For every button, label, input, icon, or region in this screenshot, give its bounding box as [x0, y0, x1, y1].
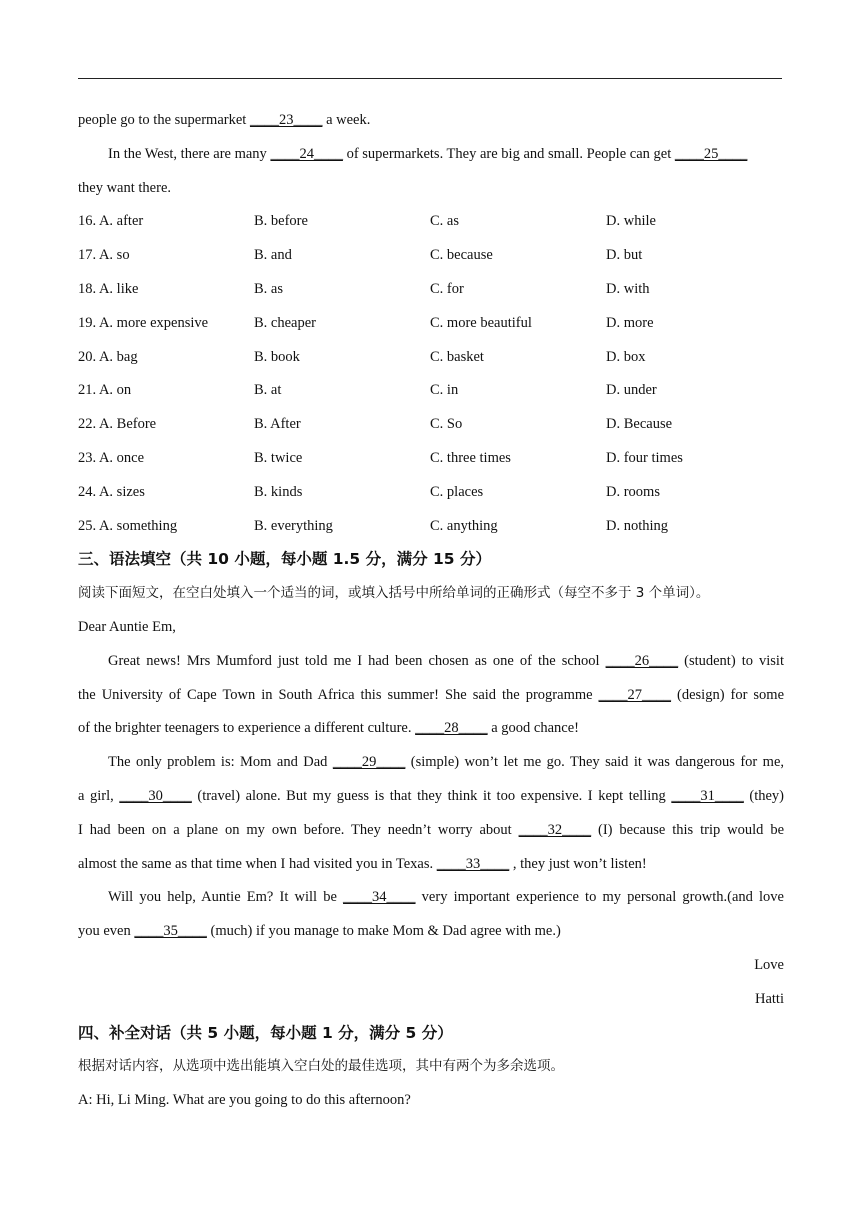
section-3-heading: 三、语法填空（共 10 小题，每小题 1.5 分，满分 15 分）: [78, 550, 491, 569]
option-a: 20. A. bag: [78, 348, 138, 365]
letter-line: [78, 645, 784, 679]
choice-row: [78, 510, 784, 544]
option-d: D. nothing: [606, 517, 669, 534]
choice-row: [78, 273, 784, 307]
section-4-heading: 四、补全对话（共 5 小题，每小题 1 分，满分 5 分）: [78, 1023, 453, 1042]
text: (much) if you manage to make Mom & Dad agree with me.): [206, 923, 561, 940]
option-b: B. twice: [254, 449, 303, 466]
cloze-line-1: [78, 104, 784, 138]
cloze-line-3: they want there.: [78, 179, 172, 196]
text: a girl,: [78, 787, 120, 804]
option-d: D. four times: [606, 449, 683, 466]
text: I had been on a plane on my own before. They needn’t worry about: [78, 821, 519, 838]
text: you even: [78, 923, 135, 940]
letter-salutation: Dear Auntie Em,: [78, 618, 176, 635]
letter-line: [78, 814, 784, 848]
option-c: C. basket: [430, 348, 484, 365]
blank-34: ____34____: [343, 889, 416, 906]
option-d: D. rooms: [606, 483, 660, 500]
option-b: B. kinds: [254, 483, 303, 500]
letter-line: [78, 679, 784, 713]
text: very important experience to my personal growth.(and love: [415, 889, 784, 906]
option-d: D. more: [606, 314, 654, 331]
option-a: 24. A. sizes: [78, 483, 145, 500]
option-c: C. three times: [430, 449, 511, 466]
option-d: D. Because: [606, 416, 673, 433]
choice-row: [78, 239, 784, 273]
text: of supermarkets. They are big and small. People can get: [342, 145, 675, 162]
choice-row: [78, 442, 784, 476]
text: The only problem is: Mom and Dad: [108, 754, 333, 771]
option-c: C. for: [430, 280, 464, 297]
text: (I) because this trip would be: [591, 821, 784, 838]
blank-28: ____28____: [415, 720, 488, 737]
option-b: B. before: [254, 213, 308, 230]
letter-line: [78, 712, 784, 746]
letter-line: [78, 780, 784, 814]
option-a: 25. A. something: [78, 517, 178, 534]
option-b: B. cheaper: [254, 314, 316, 331]
option-c: C. more beautiful: [430, 314, 532, 331]
option-d: D. with: [606, 280, 650, 297]
blank-33: ____33____: [436, 855, 510, 872]
blank-24: ____24____: [270, 145, 343, 162]
option-a: 17. A. so: [78, 247, 130, 264]
choice-row: [78, 307, 784, 341]
option-d: D. box: [606, 348, 646, 365]
option-c: C. places: [430, 483, 484, 500]
blank-29: ____29____: [332, 754, 406, 771]
text: (simple) won’t let me go. They said it was dangerous for me,: [405, 754, 784, 771]
text: In the West, there are many: [108, 145, 271, 162]
text: (they): [743, 787, 784, 804]
text: (travel) alone. But my guess is that they think it too expensive. I kept telling: [191, 787, 672, 804]
blank-32: ____32____: [518, 821, 592, 838]
header-rule: [78, 78, 782, 79]
blank-27: ____27____: [598, 686, 672, 703]
option-b: B. and: [254, 247, 292, 264]
letter-line: [78, 915, 784, 949]
option-c: C. as: [430, 213, 459, 230]
blank-35: ____35____: [134, 923, 207, 940]
option-b: B. After: [254, 416, 301, 433]
letter-closing: Love: [754, 956, 784, 973]
text: a good chance!: [487, 720, 579, 737]
blank-23: ____23____: [249, 112, 323, 128]
choice-row: [78, 374, 784, 408]
blank-30: ____30____: [119, 787, 192, 804]
text: (student) to visit: [678, 652, 784, 669]
option-c: C. anything: [430, 517, 498, 534]
section-3-instruction: 阅读下面短文，在空白处填入一个适当的词，或填入括号中所给单词的正确形式（每空不多于 3 个单词）。: [78, 585, 710, 602]
text: people go to the supermarket: [78, 112, 250, 128]
option-b: B. at: [254, 382, 282, 399]
option-b: B. as: [254, 280, 283, 297]
text: , they just won’t listen!: [509, 855, 647, 872]
section-4-instruction: 根据对话内容，从选项中选出能填入空白处的最佳选项，其中有两个为多余选项。: [78, 1058, 564, 1075]
option-c: C. in: [430, 382, 459, 399]
choice-row: [78, 205, 784, 239]
option-a: 21. A. on: [78, 382, 132, 399]
option-a: 18. A. like: [78, 280, 139, 297]
choices-list: [78, 205, 784, 543]
option-a: 16. A. after: [78, 213, 144, 230]
blank-31: ____31____: [671, 787, 744, 804]
option-a: 23. A. once: [78, 449, 145, 466]
option-d: D. under: [606, 382, 657, 399]
text: Great news! Mrs Mumford just told me I had been chosen as one of the school: [108, 652, 606, 669]
option-d: D. while: [606, 213, 656, 230]
blank-26: ____26____: [605, 652, 679, 669]
option-d: D. but: [606, 247, 643, 264]
text: Will you help, Auntie Em? It will be: [108, 889, 344, 906]
blank-25: ____25____: [674, 145, 748, 162]
letter-line: [78, 848, 784, 882]
option-a: 22. A. Before: [78, 416, 157, 433]
letter-signature: Hatti: [755, 990, 784, 1007]
text: almost the same as that time when I had visited you in Texas.: [78, 855, 437, 872]
document-page: [78, 104, 784, 1118]
letter-line: [78, 746, 784, 780]
text: the University of Cape Town in South Africa this summer! She said the programme: [78, 686, 599, 703]
option-b: B. book: [254, 348, 300, 365]
choice-row: [78, 476, 784, 510]
choice-row: [78, 408, 784, 442]
option-a: 19. A. more expensive: [78, 314, 209, 331]
letter-line: [78, 881, 784, 915]
dialogue-line: A: Hi, Li Ming. What are you going to do this afternoon?: [78, 1092, 411, 1109]
cloze-line-2: [78, 138, 784, 172]
text: (design) for some: [671, 686, 784, 703]
option-b: B. everything: [254, 517, 333, 534]
option-c: C. because: [430, 247, 493, 264]
choice-row: [78, 341, 784, 375]
text: of the brighter teenagers to experience a different culture.: [78, 720, 416, 737]
option-c: C. So: [430, 416, 463, 433]
text: a week.: [322, 112, 371, 128]
